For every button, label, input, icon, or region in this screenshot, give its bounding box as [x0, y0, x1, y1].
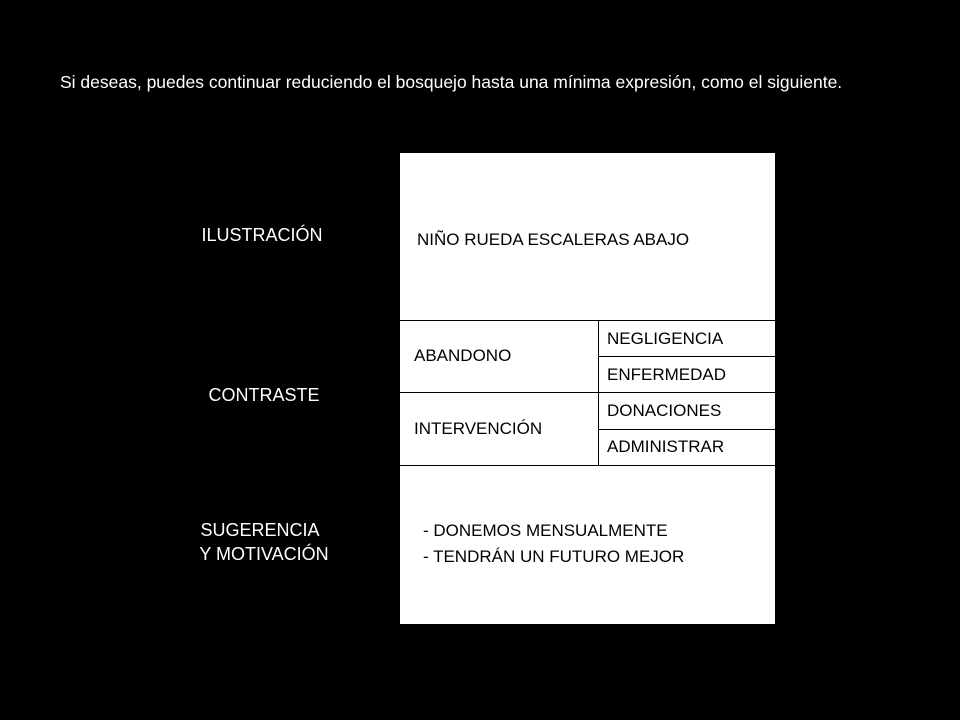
- divider-row2-mid: [598, 429, 775, 430]
- illustration-text: NIÑO RUEDA ESCALERAS ABAJO: [417, 230, 690, 249]
- divider-bottom: [400, 465, 775, 466]
- label-sugerencia-line2: Y MOTIVACIÓN: [199, 544, 329, 564]
- contrast-label-intervencion: INTERVENCIÓN: [414, 419, 543, 438]
- suggestion-line-1: - DONEMOS MENSUALMENTE: [423, 521, 668, 540]
- intro-paragraph: Si deseas, puedes continuar reduciendo el bosquejo hasta una mínima expresión, como el siguiente.: [60, 72, 843, 92]
- divider-middle: [400, 392, 775, 393]
- contrast-item-enfermedad: ENFERMEDAD: [607, 365, 727, 384]
- label-sugerencia-line1: SUGERENCIA: [200, 520, 320, 540]
- contrast-item-administrar: ADMINISTRAR: [607, 437, 725, 456]
- divider-top: [400, 320, 775, 321]
- divider-vertical: [598, 320, 599, 465]
- divider-row1-mid: [598, 356, 775, 357]
- label-contraste: CONTRASTE: [208, 385, 320, 405]
- contrast-label-abandono: ABANDONO: [414, 346, 512, 365]
- label-sugerencia: [170, 518, 350, 566]
- label-ilustracion: ILUSTRACIÓN: [201, 225, 323, 245]
- contrast-item-negligencia: NEGLIGENCIA: [607, 329, 724, 348]
- contrast-item-donaciones: DONACIONES: [607, 401, 722, 420]
- sketch-box: [400, 153, 775, 624]
- suggestion-line-2: - TENDRÁN UN FUTURO MEJOR: [423, 547, 685, 566]
